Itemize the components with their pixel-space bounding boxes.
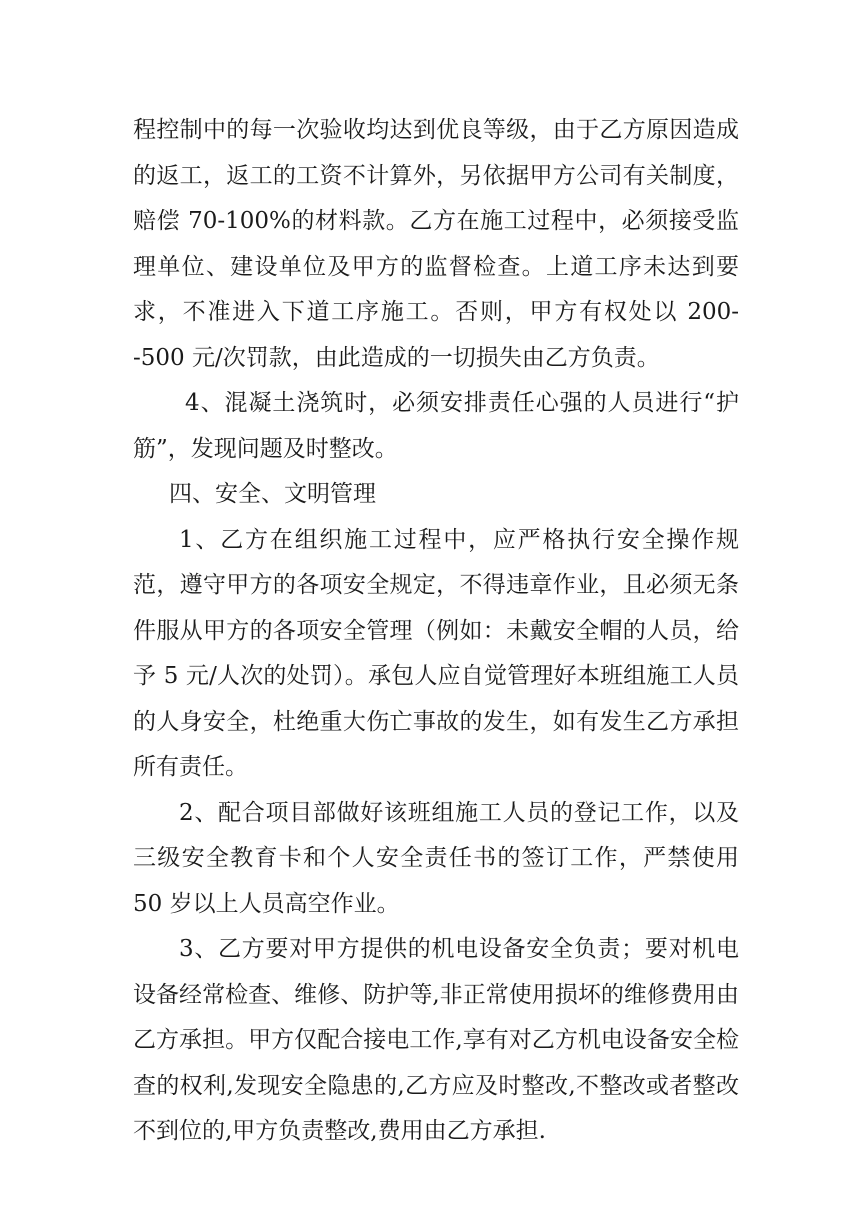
section-heading-safety: 四、安全、文明管理 — [169, 481, 376, 507]
paragraph-safety-1: 1、乙方在组织施工过程中，应严格执行安全操作规范，遵守甲方的各项安全规定，不得违章作业，且必须无条件服从甲方的各项安全管理（例如：未戴安全帽的人员，给予 5 元/人次的处罚）。承包人应自觉管理好本班组施工人员的人身安全，杜绝重大伤亡事故的发生，如有发生乙方承担所有责任。 — [133, 526, 739, 780]
paragraph-safety-3: 3、乙方要对甲方提供的机电设备安全负责；要对机电设备经常检查、维修、防护等,非正常使用损坏的维修费用由乙方承担。甲方仅配合接电工作,享有对乙方机电设备安全检查的权利,发现安全隐患的,乙方应及时整改,不整改或者整改不到位的,甲方负责整改,费用由乙方承担. — [133, 936, 739, 1144]
paragraph-safety-2: 2、配合项目部做好该班组施工人员的登记工作，以及三级安全教育卡和个人安全责任书的签订工作，严禁使用 50 岁以上人员高空作业。 — [133, 799, 739, 917]
paragraph-item-4: 4、混凝土浇筑时，必须安排责任心强的人员进行“护筋”，发现问题及时整改。 — [133, 390, 739, 462]
paragraph-continuation: 程控制中的每一次验收均达到优良等级，由于乙方原因造成的返工，返工的工资不计算外，另依据甲方公司有关制度，赔偿 70-100%的材料款。乙方在施工过程中，必须接受监理单位、建设单位及甲方的监督检查。上道工序未达到要求，不准进入下道工序施工。否则，甲方有权处以 200--500 元/次罚款，由此造成的一切损失由乙方负责。 — [133, 117, 739, 371]
document-body — [133, 108, 739, 1155]
